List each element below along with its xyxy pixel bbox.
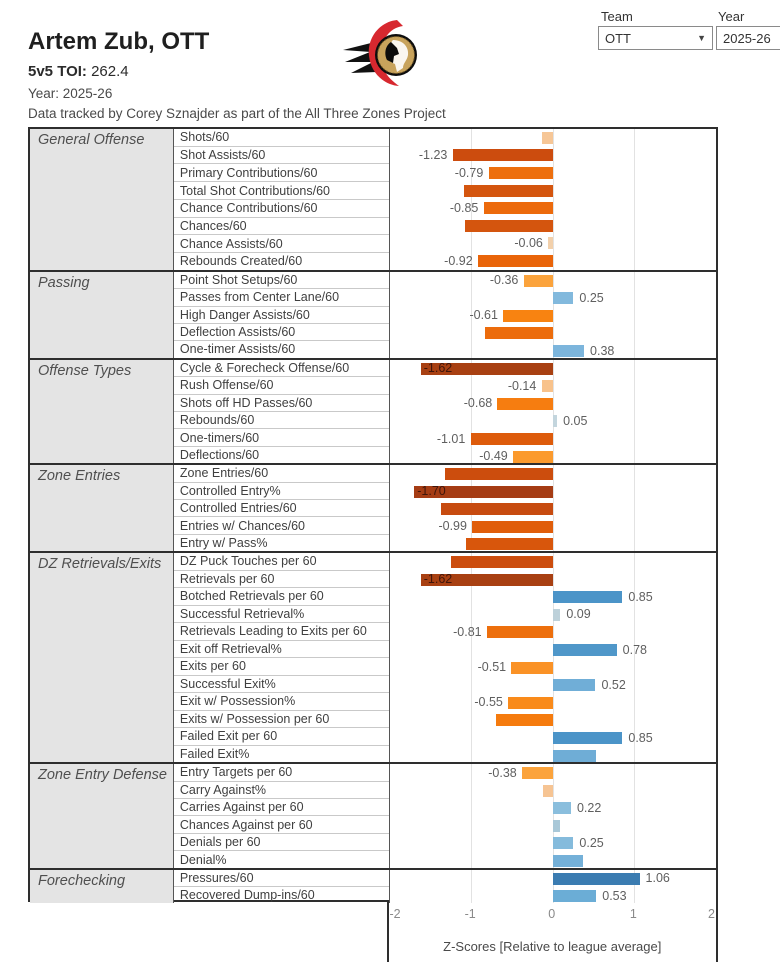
z-score-value-label: -0.14 — [507, 378, 537, 393]
z-score-value-label: 0.38 — [590, 343, 615, 358]
category-label — [30, 272, 174, 358]
z-score-bar[interactable] — [542, 380, 553, 392]
category-label-text: Forechecking — [38, 872, 126, 889]
z-score-bar[interactable] — [553, 855, 583, 867]
metric-label: Exit off Retrieval% — [174, 641, 389, 659]
metric-label: Exit w/ Possession% — [174, 693, 389, 711]
gridline — [634, 360, 635, 464]
category-label — [30, 360, 174, 464]
z-score-value-label: 0.22 — [576, 800, 602, 815]
section-passing — [30, 270, 716, 358]
metric-label: Shots off HD Passes/60 — [174, 395, 389, 412]
chart-column — [390, 129, 716, 270]
section-forechecking — [30, 868, 716, 903]
category-label-text: Passing — [38, 274, 90, 291]
metric-label: Recovered Dump-ins/60 — [179, 887, 315, 902]
z-score-bar[interactable] — [542, 132, 553, 144]
metric-label: Shots/60 — [174, 129, 389, 147]
z-score-bar[interactable] — [485, 327, 553, 339]
gridline — [634, 764, 635, 868]
chart-column — [390, 870, 716, 903]
z-score-bar[interactable] — [484, 202, 553, 214]
team-dropdown-value: OTT — [605, 30, 631, 46]
metric-label: Passes from Center Lane/60 — [174, 289, 389, 306]
z-score-bar[interactable] — [487, 626, 553, 638]
metric-column — [174, 129, 390, 270]
z-score-bar[interactable] — [553, 415, 557, 427]
gridline — [634, 129, 635, 270]
z-score-value-label: -0.99 — [438, 519, 467, 534]
z-score-bar[interactable] — [466, 538, 553, 550]
metric-label: Failed Exit% — [179, 746, 250, 761]
z-score-bar[interactable] — [489, 167, 553, 179]
metric-label: Denials per 60 — [174, 834, 389, 851]
z-score-value-label: 0.05 — [563, 413, 588, 428]
z-score-bar[interactable] — [553, 820, 560, 832]
metric-column — [174, 272, 390, 358]
z-score-value-label: -1.01 — [436, 431, 466, 446]
metric-label: Retrievals Leading to Exits per 60 — [174, 623, 389, 641]
z-score-value-label: -0.36 — [489, 273, 519, 288]
metric-label: Controlled Entries/60 — [174, 500, 389, 517]
z-score-bar[interactable] — [543, 785, 553, 797]
z-score-bar[interactable] — [513, 451, 553, 463]
x-axis-tick: -1 — [464, 907, 476, 921]
chart-column — [390, 465, 716, 551]
chart-column — [390, 764, 716, 868]
category-label — [30, 465, 174, 551]
x-axis-tick: 2 — [708, 907, 715, 921]
z-score-bar[interactable] — [453, 149, 553, 161]
metric-label: Carry Against% — [174, 782, 389, 799]
category-label — [30, 870, 174, 903]
metric-label: Chances/60 — [174, 218, 389, 236]
chart-column — [390, 360, 716, 464]
metric-label: Chance Contributions/60 — [174, 200, 389, 218]
metric-label: Zone Entries/60 — [174, 465, 389, 482]
z-score-value-label: -1.62 — [423, 361, 453, 376]
category-label-text: Zone Entry Defense — [38, 767, 167, 784]
z-score-bar[interactable] — [553, 802, 571, 814]
z-score-value-label: -1.23 — [418, 148, 448, 163]
year-line: Year: 2025-26 — [28, 86, 113, 101]
z-score-bar[interactable] — [465, 220, 553, 232]
metric-label: Botched Retrievals per 60 — [174, 588, 389, 606]
z-score-bar[interactable] — [553, 873, 640, 885]
z-score-value-label: 0.53 — [602, 888, 627, 903]
metric-label: Pressures/60 — [174, 870, 389, 887]
x-axis-tick: 0 — [548, 907, 556, 921]
z-score-value-label: 0.25 — [579, 836, 604, 851]
chart-column — [390, 272, 716, 358]
z-score-bar[interactable] — [508, 697, 553, 709]
z-score-value-label: -0.49 — [479, 449, 508, 464]
z-score-value-label: -0.51 — [477, 660, 507, 675]
z-score-bar[interactable] — [445, 468, 553, 480]
metric-label: Failed Exit per 60 — [174, 728, 389, 746]
metric-label: Shot Assists/60 — [174, 147, 389, 165]
z-score-bar[interactable] — [553, 750, 596, 762]
z-score-value-label: -0.61 — [469, 308, 498, 323]
category-label — [30, 764, 174, 868]
metric-label: Point Shot Setups/60 — [174, 272, 389, 289]
metric-column — [174, 764, 390, 868]
metric-label: High Danger Assists/60 — [174, 307, 389, 324]
metric-label: Rebounds/60 — [174, 412, 389, 429]
category-label — [30, 129, 174, 270]
x-axis-tick: -2 — [389, 907, 401, 921]
z-score-value-label: -1.70 — [417, 484, 446, 499]
senators-logo-icon — [341, 16, 427, 92]
gridline — [471, 360, 472, 464]
x-axis-tick: 1 — [629, 907, 637, 921]
category-label-text: Offense Types — [38, 362, 132, 379]
z-score-bar[interactable] — [522, 767, 553, 779]
metric-label: Successful Retrieval% — [174, 606, 389, 624]
z-score-value-label: 0.25 — [579, 290, 604, 305]
team-filter-label: Team — [601, 9, 633, 24]
z-score-value-label: -0.85 — [449, 200, 479, 215]
z-score-bar[interactable] — [553, 679, 595, 691]
z-score-value-label: -1.62 — [423, 572, 453, 587]
z-score-bar[interactable] — [471, 433, 553, 445]
metric-label: Deflection Assists/60 — [174, 324, 389, 341]
section-offense-types — [30, 358, 716, 464]
metric-label: Entry Targets per 60 — [174, 764, 389, 781]
z-score-value-label: -0.79 — [454, 165, 484, 180]
z-score-bar[interactable] — [553, 345, 584, 357]
z-score-value-label: -0.81 — [453, 624, 482, 639]
metric-label: Retrievals per 60 — [174, 571, 389, 589]
z-score-bar[interactable] — [553, 591, 622, 603]
z-score-bar[interactable] — [553, 732, 622, 744]
z-score-bar[interactable] — [553, 609, 560, 621]
metric-label: One-timers/60 — [174, 429, 389, 446]
z-score-value-label: 0.78 — [622, 642, 647, 657]
metric-label: Deflections/60 — [179, 447, 260, 462]
year-filter-label: Year — [718, 9, 745, 24]
metric-label: Successful Exit% — [174, 676, 389, 694]
metric-label: Controlled Entry% — [174, 483, 389, 500]
z-score-bar[interactable] — [553, 292, 573, 304]
section-general-offense — [30, 129, 716, 270]
category-label-text: DZ Retrievals/Exits — [38, 556, 162, 573]
z-score-bar[interactable] — [451, 556, 553, 568]
gridline — [634, 272, 635, 358]
section-zone-entry-defense — [30, 762, 716, 868]
metric-label: Exits per 60 — [174, 658, 389, 676]
stats-table — [28, 127, 718, 902]
z-score-bar[interactable] — [464, 185, 553, 197]
metric-label: Exits w/ Possession per 60 — [174, 711, 389, 729]
metric-label: One-timer Assists/60 — [179, 342, 296, 357]
z-score-bar[interactable] — [441, 503, 553, 515]
metric-label: Primary Contributions/60 — [174, 164, 389, 182]
z-score-bar[interactable] — [497, 398, 553, 410]
toi-value: 262.4 — [86, 63, 129, 80]
gridline — [553, 764, 554, 868]
z-score-value-label: -0.38 — [488, 765, 517, 780]
z-score-value-label: 0.09 — [566, 607, 591, 622]
z-score-value-label: -0.55 — [474, 695, 503, 710]
section-dz-retrievals-exits — [30, 551, 716, 762]
z-score-value-label: -0.68 — [463, 396, 493, 411]
z-score-bar[interactable] — [472, 521, 553, 533]
z-score-bar[interactable] — [511, 662, 553, 674]
metric-label: Chances Against per 60 — [174, 816, 389, 833]
team-dropdown[interactable] — [598, 26, 713, 50]
z-score-value-label: 1.06 — [645, 871, 670, 886]
category-label-text: Zone Entries — [38, 468, 121, 485]
z-score-bar[interactable] — [503, 310, 553, 322]
x-axis — [387, 902, 719, 962]
gridline — [471, 870, 472, 903]
metric-column — [174, 465, 390, 551]
toi-line — [28, 63, 129, 80]
z-score-bar[interactable] — [553, 644, 617, 656]
z-score-bar[interactable] — [548, 237, 553, 249]
credit-line: Data tracked by Corey Sznajder as part of the All Three Zones Project — [28, 106, 446, 121]
metric-label: DZ Puck Touches per 60 — [174, 553, 389, 571]
z-score-bar[interactable] — [496, 714, 553, 726]
z-score-bar[interactable] — [478, 255, 553, 267]
z-score-bar[interactable] — [553, 890, 596, 902]
page-title: Artem Zub, OTT — [28, 28, 210, 55]
metric-label: Entries w/ Chances/60 — [174, 517, 389, 534]
metric-label: Rush Offense/60 — [174, 377, 389, 394]
chart-column — [390, 553, 716, 762]
gridline — [634, 465, 635, 551]
year-dropdown-value: 2025-26 — [723, 30, 771, 46]
z-score-value-label: -0.92 — [444, 253, 473, 268]
toi-label: 5v5 TOI: — [28, 63, 87, 80]
z-score-value-label: 0.52 — [601, 677, 626, 692]
metric-label: Total Shot Contributions/60 — [174, 182, 389, 200]
z-score-value-label: 0.85 — [628, 589, 653, 604]
category-label-text: General Offense — [38, 132, 145, 148]
category-label — [30, 553, 174, 762]
z-score-bar[interactable] — [524, 275, 553, 287]
metric-label: Cycle & Forecheck Offense/60 — [174, 360, 389, 377]
metric-label: Chance Assists/60 — [174, 235, 389, 253]
metric-label: Entry w/ Pass% — [179, 535, 268, 550]
metric-column — [174, 870, 390, 903]
metric-column — [174, 553, 390, 762]
metric-column — [174, 360, 390, 464]
chevron-down-icon: ▼ — [697, 33, 706, 43]
z-score-value-label: 0.85 — [628, 730, 653, 745]
year-dropdown[interactable] — [716, 26, 780, 50]
gridline — [471, 764, 472, 868]
metric-label: Rebounds Created/60 — [179, 254, 303, 269]
gridline — [553, 360, 554, 464]
z-score-value-label: -0.06 — [514, 236, 543, 251]
metric-label: Carries Against per 60 — [174, 799, 389, 816]
z-score-bar[interactable] — [553, 837, 573, 849]
section-zone-entries — [30, 463, 716, 551]
metric-label: Denial% — [179, 852, 227, 867]
x-axis-title: Z-Scores [Relative to league average] — [443, 939, 662, 954]
